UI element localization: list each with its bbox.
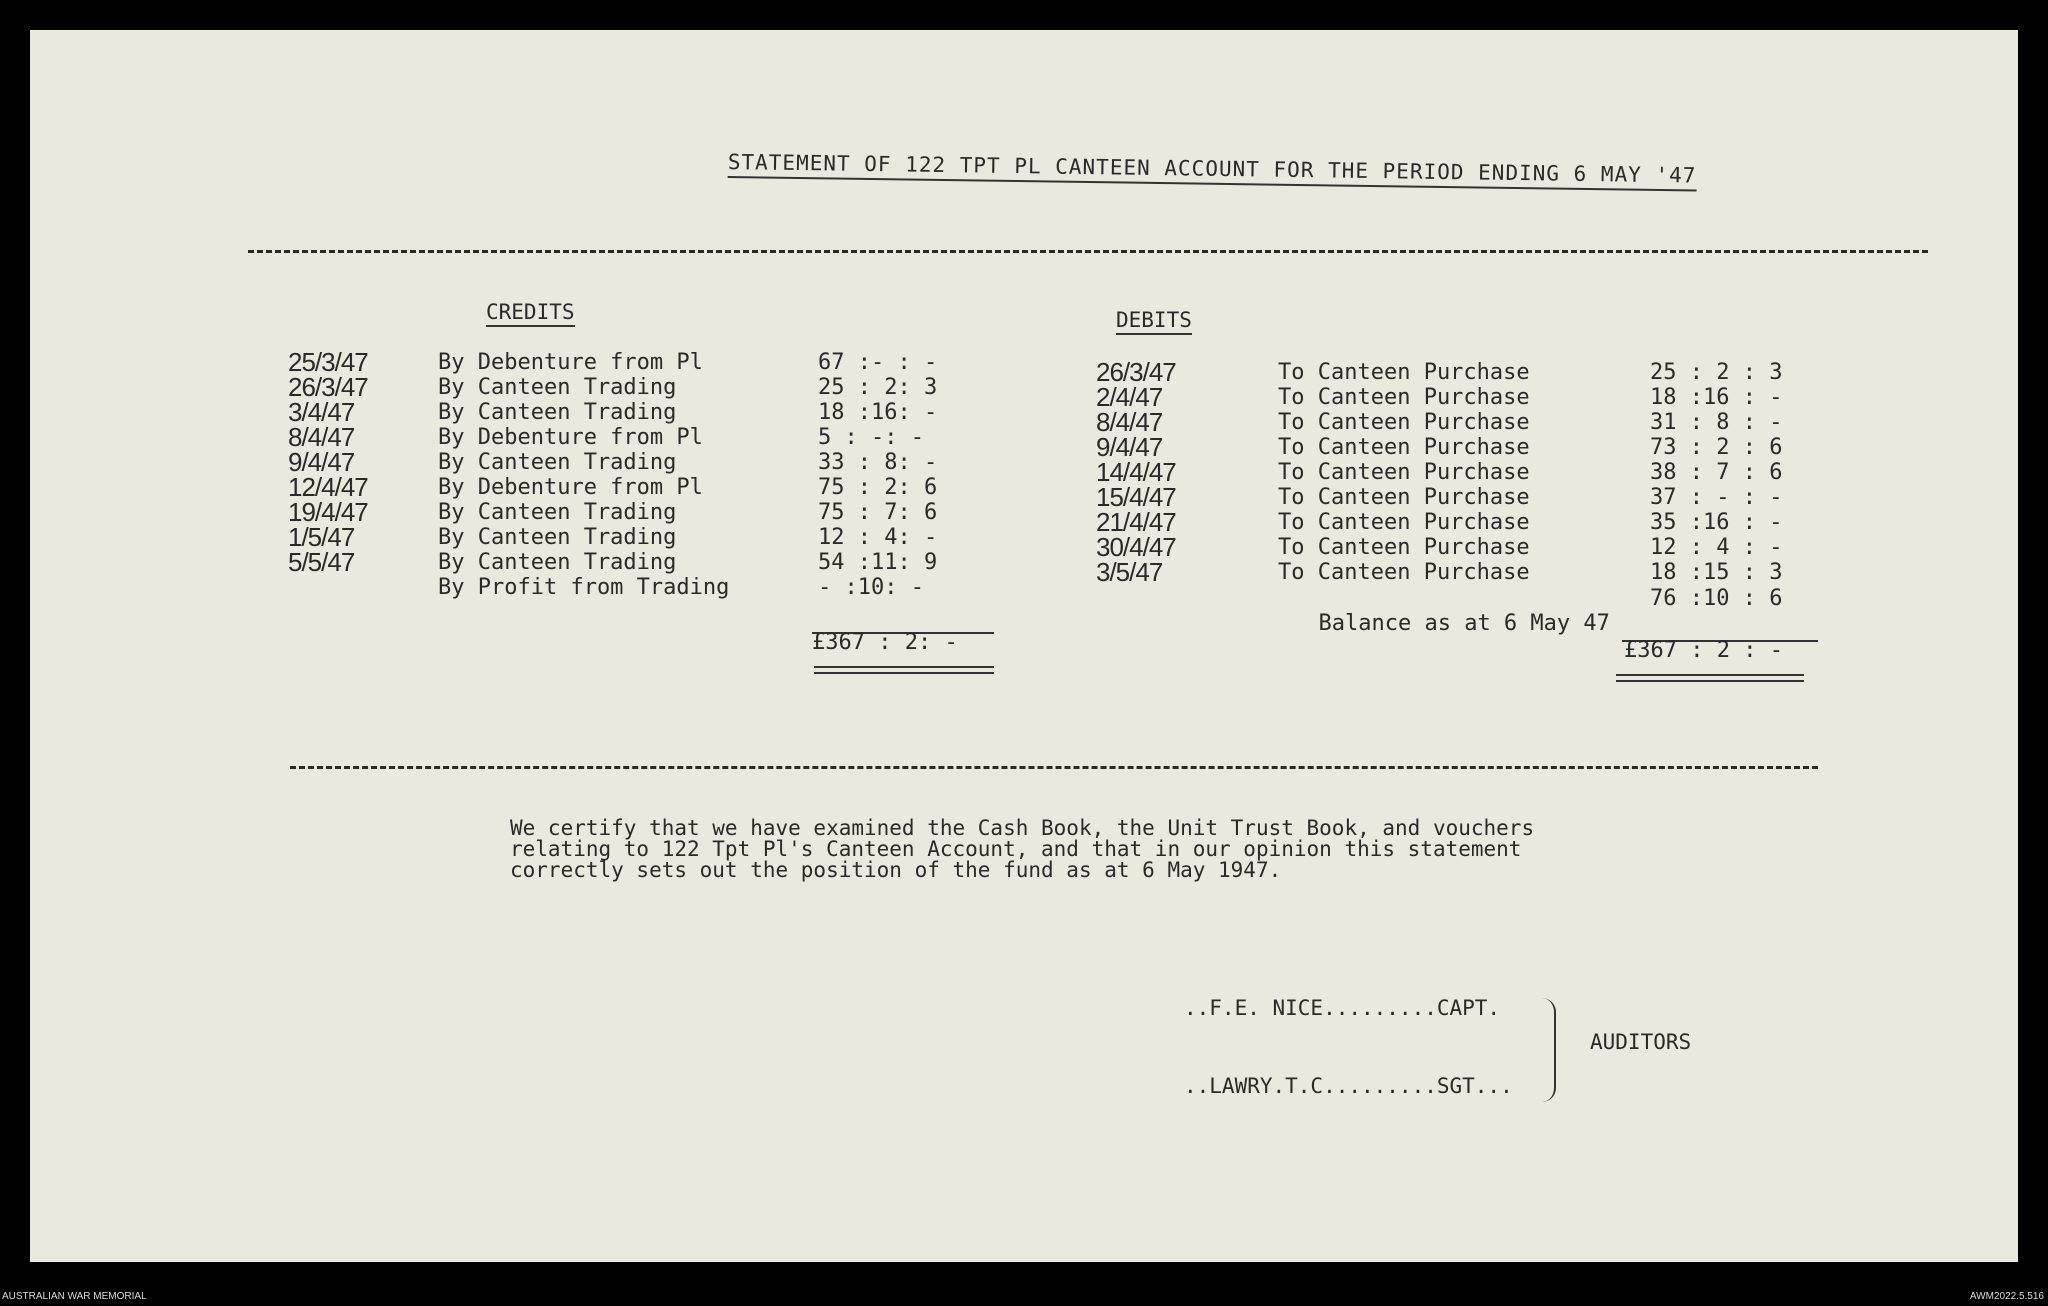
- credit-desc: By Canteen Trading: [438, 450, 677, 475]
- credit-date: 8/4/47: [288, 422, 355, 452]
- debit-date: 8/4/47: [1096, 407, 1163, 437]
- credits-heading: CREDITS: [486, 300, 575, 327]
- debit-desc: To Canteen Purchase: [1278, 435, 1530, 460]
- credit-amount: - :10: -: [818, 575, 924, 600]
- debits-total-double-rule: [1616, 674, 1804, 682]
- credit-desc: By Canteen Trading: [438, 550, 677, 575]
- footer-left: AUSTRALIAN WAR MEMORIAL: [2, 1291, 147, 1302]
- debit-amount: 35 :16 : -: [1650, 510, 1783, 535]
- credit-desc: By Debenture from Pl: [438, 475, 703, 500]
- debit-date: 21/4/47: [1096, 507, 1176, 537]
- signature-line-nice: ..F.E. NICE.........CAPT.: [1184, 996, 1501, 1020]
- debit-desc: To Canteen Purchase: [1278, 360, 1530, 385]
- credit-date: 5/5/47: [288, 547, 355, 577]
- credit-amount: 54 :11: 9: [818, 550, 938, 575]
- middle-divider: [290, 766, 1818, 769]
- credit-date: 25/3/47: [288, 347, 368, 377]
- debit-desc: To Canteen Purchase: [1278, 510, 1530, 535]
- credit-desc: By Debenture from Pl: [438, 350, 703, 375]
- document-title: STATEMENT OF 122 TPT PL CANTEEN ACCOUNT FOR THE PERIOD ENDING 6 MAY '47: [728, 150, 1697, 192]
- debit-amount: 12 : 4 : -: [1650, 535, 1783, 560]
- debit-desc: To Canteen Purchase: [1278, 460, 1530, 485]
- credit-amount: 12 : 4: -: [818, 525, 938, 550]
- credit-amount: 5 : -: -: [818, 425, 924, 450]
- debit-amount: 37 : - : -: [1650, 485, 1783, 510]
- debit-date: 26/3/47: [1096, 357, 1176, 387]
- debit-desc: To Canteen Purchase: [1278, 385, 1530, 410]
- debit-desc: To Canteen Purchase: [1278, 485, 1530, 510]
- debit-date: 15/4/47: [1096, 482, 1176, 512]
- credit-desc: By Canteen Trading: [438, 500, 677, 525]
- credit-desc: By Canteen Trading: [438, 400, 677, 425]
- credit-date: 9/4/47: [288, 447, 355, 477]
- credit-date: 3/4/47: [288, 397, 355, 427]
- footer-right: AWM2022.5.516: [1969, 1291, 2044, 1302]
- balance-row: [1292, 586, 1610, 636]
- credit-amount: 75 : 2: 6: [818, 475, 938, 500]
- certification-text: We certify that we have examined the Cash Book, the Unit Trust Book, and vouchers relating to 122 Tpt Pl's Canteen Account, and that in our opinion this statement correctly sets out the position of the fund as at 6 May 1947.: [510, 816, 1535, 882]
- credit-amount: 18 :16: -: [818, 400, 938, 425]
- credit-desc: By Debenture from Pl: [438, 425, 703, 450]
- debit-date: 3/5/47: [1096, 557, 1163, 587]
- credit-desc: By Profit from Trading: [438, 575, 730, 600]
- top-divider: [248, 250, 1928, 253]
- credit-date: 1/5/47: [288, 522, 355, 552]
- balance-label: Balance as at 6 May 47: [1318, 611, 1610, 636]
- credit-amount: 75 : 7: 6: [818, 500, 938, 525]
- auditors-brace: [1540, 998, 1556, 1102]
- debit-date: 9/4/47: [1096, 432, 1163, 462]
- debit-desc: To Canteen Purchase: [1278, 410, 1530, 435]
- balance-amount: 76 :10 : 6: [1650, 586, 1783, 611]
- credit-date: 26/3/47: [288, 372, 368, 402]
- credit-amount: 67 :- : -: [818, 350, 938, 375]
- debit-date: 2/4/47: [1096, 382, 1163, 412]
- credit-date: 12/4/47: [288, 472, 368, 502]
- debits-total: £367 : 2 : -: [1624, 638, 1783, 663]
- credits-total-double-rule: [814, 666, 994, 674]
- debit-amount: 18 :16 : -: [1650, 385, 1783, 410]
- debit-date: 30/4/47: [1096, 532, 1176, 562]
- debit-desc: To Canteen Purchase: [1278, 535, 1530, 560]
- debit-amount: 73 : 2 : 6: [1650, 435, 1783, 460]
- auditors-label: AUDITORS: [1590, 1030, 1692, 1054]
- credit-amount: 33 : 8: -: [818, 450, 938, 475]
- debits-heading: DEBITS: [1116, 308, 1192, 335]
- debit-amount: 31 : 8 : -: [1650, 410, 1783, 435]
- debit-amount: 25 : 2 : 3: [1650, 360, 1783, 385]
- credit-date: 19/4/47: [288, 497, 368, 527]
- credit-desc: By Canteen Trading: [438, 375, 677, 400]
- signature-line-lawry: ..LAWRY.T.C.........SGT...: [1184, 1074, 1513, 1098]
- debit-amount: 38 : 7 : 6: [1650, 460, 1783, 485]
- debit-desc: To Canteen Purchase: [1278, 560, 1530, 585]
- debit-date: 14/4/47: [1096, 457, 1176, 487]
- debit-amount: 18 :15 : 3: [1650, 560, 1783, 585]
- credit-desc: By Canteen Trading: [438, 525, 677, 550]
- credits-total: £367 : 2: -: [812, 630, 958, 655]
- credit-amount: 25 : 2: 3: [818, 375, 938, 400]
